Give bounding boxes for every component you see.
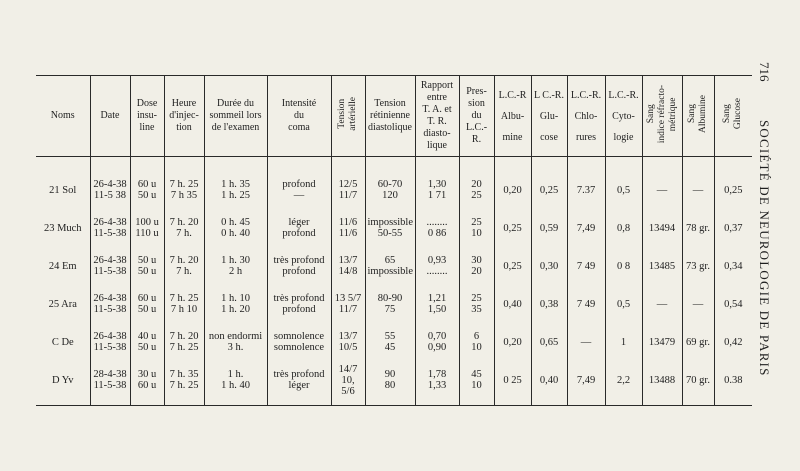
table-cell: 0,5: [605, 157, 642, 210]
column-header-label: Date: [100, 110, 120, 121]
table-cell: 0,54: [714, 285, 752, 323]
table-cell: très profond léger: [267, 361, 331, 406]
column-header: [267, 76, 331, 157]
table-cell: impossible 50-55: [365, 209, 415, 247]
table-cell: 60 u 50 u: [130, 157, 164, 210]
column-header: [567, 76, 605, 157]
table-cell: —: [642, 285, 682, 323]
patient-name-cell: D Yv: [36, 361, 90, 406]
table-cell: 0,40: [494, 285, 531, 323]
table-cell: 7,49: [567, 209, 605, 247]
table-cell: 0 25: [494, 361, 531, 406]
table-body: [36, 157, 752, 406]
column-header: [494, 76, 531, 157]
table-cell: profond —: [267, 157, 331, 210]
table-cell: 0.38: [714, 361, 752, 406]
table-cell: 60 u 50 u: [130, 285, 164, 323]
running-header: SOCIÉTÉ DE NEUROLOGIE DE PARIS: [757, 120, 772, 377]
column-header-label: Tension artérielle: [337, 97, 358, 131]
table-cell: 0,25: [714, 157, 752, 210]
table-cell: 0,25: [531, 157, 567, 210]
table-cell: 0,37: [714, 209, 752, 247]
table-cell: 0,30: [531, 247, 567, 285]
table-cell: léger profond: [267, 209, 331, 247]
column-header-label: Heure d'injec- tion: [169, 98, 199, 133]
table-cell: 7 h. 20 7 h.: [164, 247, 204, 285]
table-cell: très profond profond: [267, 247, 331, 285]
table-cell: —: [642, 157, 682, 210]
data-table: [36, 75, 752, 406]
table-cell: 80-90 75: [365, 285, 415, 323]
table-cell: 7 h. 25 7 h 35: [164, 157, 204, 210]
column-header-label: L.C.-R. Cyto- logie: [608, 89, 639, 143]
table-cell: 70 gr.: [682, 361, 714, 406]
table-cell: 26-4-38 11-5-38: [90, 323, 130, 361]
table-cell: 7 h. 20 7 h.: [164, 209, 204, 247]
table-cell: 1,30 1 71: [415, 157, 459, 210]
header-row: [36, 76, 752, 157]
column-header-label: Dose insu- line: [136, 98, 158, 133]
table-cell: 0,65: [531, 323, 567, 361]
table-cell: 0,59: [531, 209, 567, 247]
table-cell: 1 h. 35 1 h. 25: [204, 157, 267, 210]
table-cell: 55 45: [365, 323, 415, 361]
column-header: [459, 76, 494, 157]
column-header: [331, 76, 365, 157]
column-header: [365, 76, 415, 157]
column-header-label: Sang Albumine: [687, 95, 708, 133]
table-cell: 26-4-38 11-5-38: [90, 285, 130, 323]
table-cell: 14/7 10, 5/6: [331, 361, 365, 406]
table-cell: 30 u 60 u: [130, 361, 164, 406]
table-cell: 2,2: [605, 361, 642, 406]
table-cell: 0,38: [531, 285, 567, 323]
table-cell: 0 h. 45 0 h. 40: [204, 209, 267, 247]
table-cell: 0,25: [494, 247, 531, 285]
table-cell: non endormi 3 h.: [204, 323, 267, 361]
table-cell: 20 25: [459, 157, 494, 210]
patient-name-cell: 24 Em: [48, 260, 77, 272]
table-cell: 13494: [642, 209, 682, 247]
table-cell: 26-4-38 11-5-38: [90, 247, 130, 285]
column-header-label: Rapport entre T. A. et T. R. diasto- lique: [420, 80, 454, 151]
table-cell: —: [682, 285, 714, 323]
column-header-label: Sang indice réfracto- métrique: [645, 84, 678, 144]
table-cell: 30 20: [459, 247, 494, 285]
table-cell: 28-4-38 11-5-38: [90, 361, 130, 406]
table-row: [36, 247, 752, 285]
table-cell: 6 10: [459, 323, 494, 361]
table-cell: ........ 0 86: [415, 209, 459, 247]
table-cell: 7 h. 20 7 h. 25: [164, 323, 204, 361]
column-header-label: L.C.-R Albu- mine: [498, 89, 527, 143]
table-cell: 1: [605, 323, 642, 361]
table-row: [36, 323, 752, 361]
table-cell: 90 80: [365, 361, 415, 406]
patient-name-cell: 21 Sol: [49, 184, 77, 196]
table-cell: 26-4-38 11-5-38: [90, 209, 130, 247]
table-cell: somnolence somnolence: [267, 323, 331, 361]
table-cell: 73 gr.: [682, 247, 714, 285]
table-cell: 13479: [642, 323, 682, 361]
table-cell: 0,70 0,90: [415, 323, 459, 361]
table-row: [36, 209, 752, 247]
column-header-label: Intensité du coma: [281, 98, 317, 133]
table-cell: 60-70 120: [365, 157, 415, 210]
table-cell: 25 10: [459, 209, 494, 247]
table-cell: 0,20: [494, 323, 531, 361]
table-cell: 13488: [642, 361, 682, 406]
table-cell: 26-4-38 11-5 38: [90, 157, 130, 210]
column-header-label: Sang Glucose: [722, 98, 744, 130]
table-cell: 1 h. 1 h. 40: [204, 361, 267, 406]
table-cell: 0,42: [714, 323, 752, 361]
table-cell: 0,40: [531, 361, 567, 406]
column-header-label: Durée du sommeil lors de l'examen: [209, 98, 262, 133]
table-cell: 13 5/7 11/7: [331, 285, 365, 323]
column-header-label: Noms: [50, 110, 75, 121]
table-cell: 0,8: [605, 209, 642, 247]
table-cell: 13/7 14/8: [331, 247, 365, 285]
column-header: [531, 76, 567, 157]
page-number: 716: [757, 62, 772, 82]
column-header: [605, 76, 642, 157]
table-cell: —: [682, 157, 714, 210]
column-header-label: Tension rétinienne diastolique: [368, 98, 412, 133]
table-cell: 50 u 50 u: [130, 247, 164, 285]
table-cell: 7 49: [567, 285, 605, 323]
table-row: [36, 157, 752, 210]
table-cell: 7.37: [567, 157, 605, 210]
column-header: [682, 76, 714, 157]
column-header-label: L.C.-R. Chlo- rures: [570, 89, 602, 143]
table-cell: 65 impossible: [365, 247, 415, 285]
table-cell: 13/7 10/5: [331, 323, 365, 361]
column-header-label: Pres- sion du L.C.-R.: [465, 86, 488, 145]
table-cell: 11/6 11/6: [331, 209, 365, 247]
table-cell: 0,20: [494, 157, 531, 210]
table-cell: 0 8: [605, 247, 642, 285]
table-cell: 13485: [642, 247, 682, 285]
table-cell: 1 h. 30 2 h: [204, 247, 267, 285]
table-cell: —: [567, 323, 605, 361]
table-cell: 100 u 110 u: [130, 209, 164, 247]
table-cell: très profond profond: [267, 285, 331, 323]
column-header: [130, 76, 164, 157]
column-header: [36, 76, 90, 157]
table-cell: 78 gr.: [682, 209, 714, 247]
column-header-label: L C.-R. Glu- cose: [534, 89, 564, 143]
table-cell: 0,34: [714, 247, 752, 285]
table-row: [36, 361, 752, 406]
column-header: [415, 76, 459, 157]
patient-name-cell: 23 Much: [43, 222, 82, 234]
table-cell: 12/5 11/7: [331, 157, 365, 210]
table-cell: 1,78 1,33: [415, 361, 459, 406]
table-cell: 0,93 ........: [415, 247, 459, 285]
table-cell: 1,21 1,50: [415, 285, 459, 323]
table-cell: 7 h. 35 7 h. 25: [164, 361, 204, 406]
patient-name-cell: 25 Ara: [48, 298, 77, 310]
patient-name-cell: C De: [51, 336, 74, 348]
table-cell: 40 u 50 u: [130, 323, 164, 361]
table-cell: 7 49: [567, 247, 605, 285]
table-cell: 69 gr.: [682, 323, 714, 361]
table-cell: 0,25: [494, 209, 531, 247]
table-cell: 7,49: [567, 361, 605, 406]
table-cell: 7 h. 25 7 h 10: [164, 285, 204, 323]
column-header: [204, 76, 267, 157]
column-header: [164, 76, 204, 157]
table-cell: 1 h. 10 1 h. 20: [204, 285, 267, 323]
table-row: [36, 285, 752, 323]
table-cell: 0,5: [605, 285, 642, 323]
table-cell: 45 10: [459, 361, 494, 406]
column-header: [714, 76, 752, 157]
column-header: [90, 76, 130, 157]
table-cell: 25 35: [459, 285, 494, 323]
column-header: [642, 76, 682, 157]
